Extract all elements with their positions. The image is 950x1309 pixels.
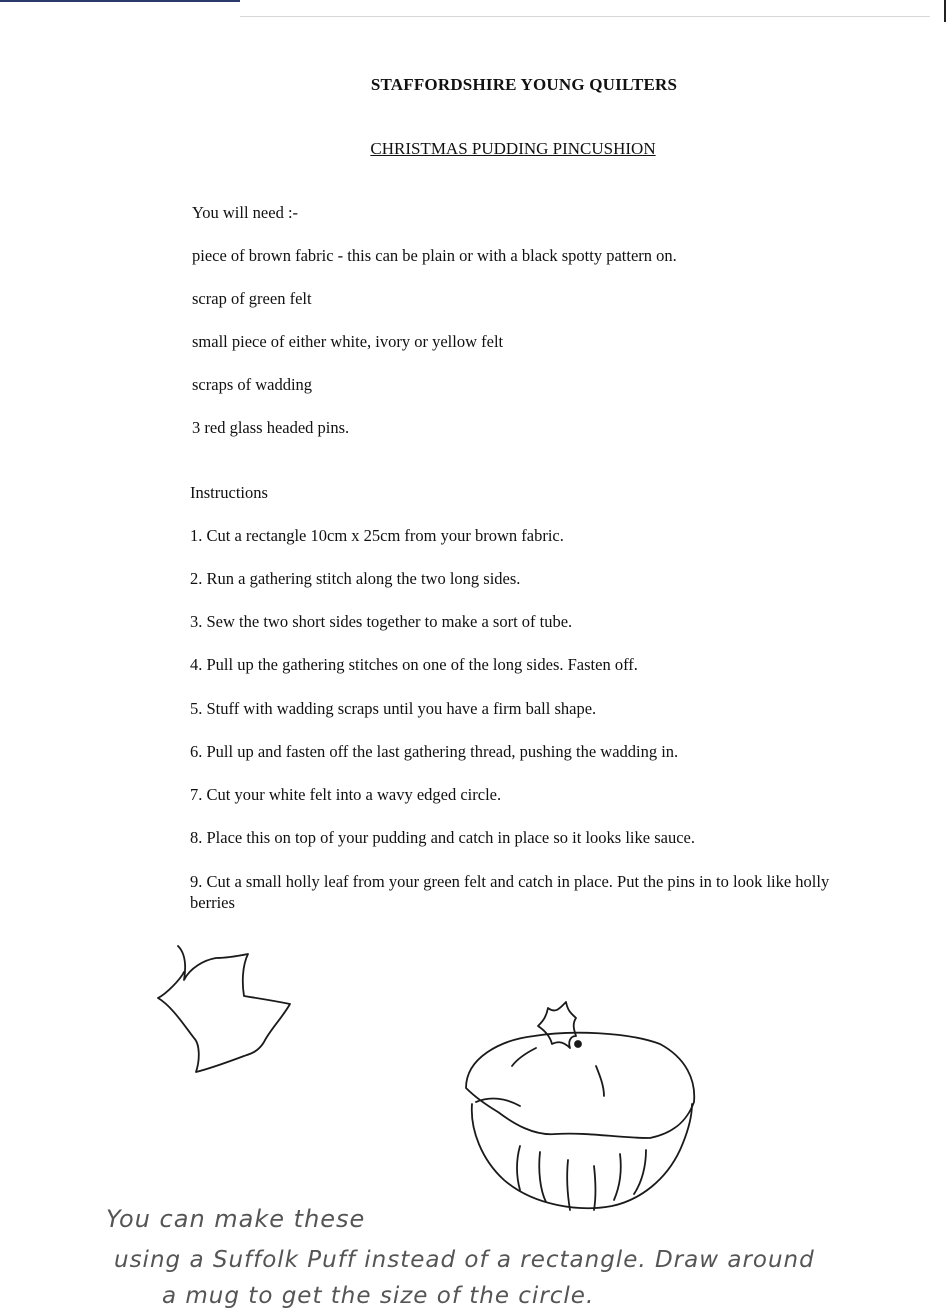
instructions-heading: Instructions bbox=[190, 483, 268, 502]
instruction-step: 9. Cut a small holly leaf from your green felt and catch in place. Put the pins in to look like holly berries bbox=[190, 872, 830, 912]
handwritten-note-line2: using a Suffolk Puff instead of a rectangle. Draw around bbox=[114, 1247, 815, 1273]
pudding-drawing bbox=[466, 1002, 694, 1210]
instruction-step: 6. Pull up and fasten off the last gathering thread, pushing the wadding in. bbox=[190, 742, 679, 761]
materials-item: scraps of wadding bbox=[192, 375, 313, 394]
instruction-step: 4. Pull up the gathering stitches on one of the long sides. Fasten off. bbox=[190, 655, 638, 674]
organisation-heading: STAFFORDSHIRE YOUNG QUILTERS bbox=[370, 75, 678, 94]
scan-guide-line bbox=[240, 16, 930, 17]
materials-item: piece of brown fabric - this can be plain or with a black spotty pattern on. bbox=[192, 246, 677, 265]
instruction-step: 1. Cut a rectangle 10cm x 25cm from your brown fabric. bbox=[190, 526, 564, 545]
materials-heading: You will need :- bbox=[192, 203, 299, 222]
instruction-step: 8. Place this on top of your pudding and catch in place so it looks like sauce. bbox=[190, 828, 695, 847]
instruction-step: 5. Stuff with wadding scraps until you have a firm ball shape. bbox=[190, 699, 597, 718]
instruction-step: 7. Cut your white felt into a wavy edged circle. bbox=[190, 785, 502, 804]
materials-item: small piece of either white, ivory or yellow felt bbox=[192, 332, 504, 351]
handwritten-note-line3: a mug to get the size of the circle. bbox=[162, 1283, 595, 1309]
holly-leaf-drawing bbox=[158, 946, 290, 1072]
page-title: CHRISTMAS PUDDING PINCUSHION bbox=[370, 139, 656, 158]
instruction-step: 2. Run a gathering stitch along the two long sides. bbox=[190, 569, 521, 588]
scan-edge-mark bbox=[944, 0, 946, 22]
scan-edge-line bbox=[0, 0, 240, 2]
handwritten-note-line1: You can make these bbox=[106, 1205, 366, 1233]
materials-item: 3 red glass headed pins. bbox=[192, 418, 350, 437]
instruction-step: 3. Sew the two short sides together to make a sort of tube. bbox=[190, 612, 573, 631]
materials-item: scrap of green felt bbox=[192, 289, 312, 308]
